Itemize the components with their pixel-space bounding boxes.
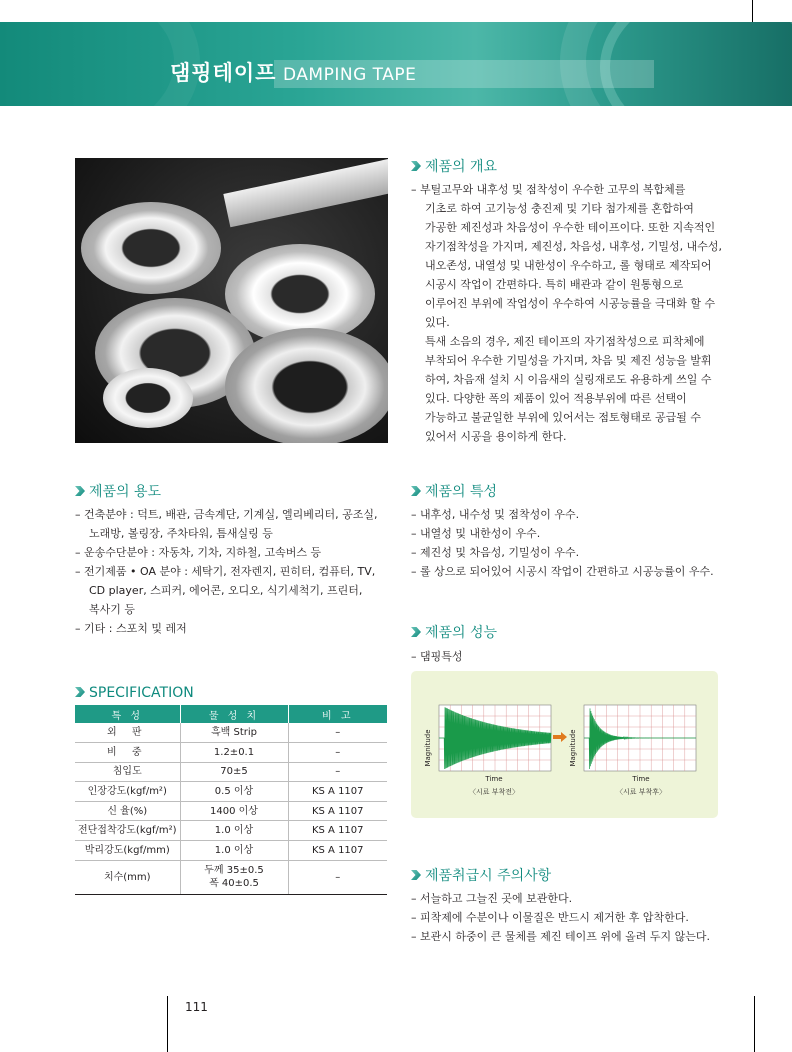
spec-cell-value: 0.5 이상 — [180, 782, 288, 802]
usage-line: – 기타 : 스포치 및 레저 — [75, 622, 187, 635]
section-arrow-icon — [411, 627, 421, 637]
spec-cell-property: 인장강도(kgf/m²) — [75, 782, 180, 802]
spec-row — [75, 801, 387, 821]
usage-line: – 건축분야 : 덕트, 배관, 금속계단, 기계실, 엘리베리터, 공조실, — [75, 508, 378, 521]
arrow-right-icon — [553, 732, 567, 742]
features-line: – 내후성, 내수성 및 점착성이 우수. — [411, 508, 580, 521]
overview-line: 자기점착성을 가지며, 제진성, 차음성, 내후성, 기밀성, 내수성, — [425, 240, 722, 253]
specification-heading: SPECIFICATION — [75, 684, 194, 702]
section-arrow-icon — [75, 687, 85, 697]
page-title-korean: 댐핑테이프 — [170, 61, 277, 85]
spec-cell-value: 1.0 이상 — [180, 841, 288, 861]
overview-line: 가공한 제진성과 차음성이 우수한 테이프이다. 또한 지속적인 — [425, 221, 716, 234]
spec-cell-property: 박리강도(kgf/mm) — [75, 841, 180, 861]
overview-line: 있다. 다양한 폭의 제품이 있어 적용부위에 따른 선택이 — [425, 392, 687, 405]
usage-line: 복사기 등 — [89, 603, 136, 616]
spec-header-cell: 비 고 — [288, 705, 387, 723]
spec-header-cell: 물 성 치 — [180, 705, 288, 723]
usage-heading: 제품의 용도 — [75, 483, 161, 501]
spec-dimension-width: 폭 40±0.5 — [209, 878, 259, 890]
spec-cell-property: 침입도 — [75, 762, 180, 782]
spec-row — [75, 762, 387, 782]
spec-header-cell: 특 성 — [75, 705, 180, 723]
section-arrow-icon — [411, 870, 421, 880]
graph-after-ylabel: Magnitude — [569, 729, 577, 767]
spec-row-dimensions — [75, 860, 387, 894]
graph-before-xlabel: Time — [485, 775, 503, 783]
overview-line: 하여, 차음재 설치 시 이음새의 실링재로도 유용하게 쓰일 수 — [425, 373, 712, 386]
crop-mark-top-right — [752, 0, 753, 22]
spec-cell-note: KS A 1107 — [288, 821, 387, 841]
spec-cell-value: 1400 이상 — [180, 801, 288, 821]
caution-line: – 피착제에 수분이나 이물질은 반드시 제거한 후 압착한다. — [411, 911, 689, 924]
overview-line: 있다. — [425, 316, 450, 329]
section-arrow-icon — [411, 161, 421, 171]
caution-text — [411, 889, 741, 946]
caution-line: – 서늘하고 그늘진 곳에 보관한다. — [411, 892, 573, 905]
spec-cell-note: KS A 1107 — [288, 841, 387, 861]
spec-cell-note: – — [288, 762, 387, 782]
graph-after-xlabel: Time — [632, 775, 650, 783]
spec-header-row — [75, 705, 387, 723]
spec-cell-note: – — [288, 860, 387, 894]
features-line: – 롤 상으로 되어있어 시공시 작업이 간편하고 시공능률이 우수. — [411, 565, 714, 578]
usage-line: – 운송수단분야 : 자동차, 기차, 지하철, 고속버스 등 — [75, 546, 322, 559]
caution-line: – 보관시 하중이 큰 물체를 제진 테이프 위에 올려 두지 않는다. — [411, 930, 710, 943]
spec-cell-note: KS A 1107 — [288, 801, 387, 821]
usage-line: – 전기제품 • OA 분야 : 세탁기, 전자렌지, 핀히터, 컴퓨터, TV, — [75, 565, 376, 578]
spec-cell-note: – — [288, 743, 387, 763]
performance-item: – 댐핑특성 — [411, 650, 463, 663]
usage-text — [75, 505, 390, 638]
damping-graphs-svg — [411, 671, 718, 818]
spec-cell-value: 70±5 — [180, 762, 288, 782]
specification-table — [75, 705, 387, 895]
spec-cell-property: 치수(mm) — [75, 860, 180, 894]
section-arrow-icon — [75, 486, 85, 496]
page-title-english: DAMPING TAPE — [283, 65, 417, 85]
spec-cell-property: 전단접착강도(kgf/m²) — [75, 821, 180, 841]
spec-cell-value: 1.0 이상 — [180, 821, 288, 841]
spec-cell-property: 비 중 — [75, 743, 180, 763]
overview-text — [411, 180, 721, 446]
overview-line: 가능하고 불균일한 부위에 있어서는 점토형태로 공급될 수 — [425, 411, 702, 424]
performance-heading: 제품의 성능 — [411, 624, 497, 642]
section-arrow-icon — [411, 486, 421, 496]
graph-before-ylabel: Magnitude — [424, 729, 432, 767]
damping-graph-panel — [411, 671, 718, 818]
spec-row — [75, 841, 387, 861]
overview-line: 시공시 작업이 간편하다. 특히 배관과 같이 원통형으로 — [425, 278, 684, 291]
crop-mark-bottom-left — [167, 996, 168, 1052]
spec-row — [75, 782, 387, 802]
spec-cell-value — [180, 860, 288, 894]
spec-row — [75, 723, 387, 743]
graph-before-caption: 〈시료 부착전〉 — [468, 788, 520, 796]
overview-line: – 부틸고무와 내후성 및 점착성이 우수한 고무의 복합체를 — [411, 183, 686, 196]
spec-cell-note: – — [288, 723, 387, 743]
spec-cell-value: 흑백 Strip — [180, 723, 288, 743]
overview-line: 이루어진 부위에 작업성이 우수하여 시공능률을 극대화 할 수 — [425, 297, 716, 310]
crop-mark-bottom-right — [754, 996, 755, 1052]
spec-row — [75, 743, 387, 763]
spec-cell-property: 신 율(%) — [75, 801, 180, 821]
features-text — [411, 505, 731, 581]
spec-cell-value: 1.2±0.1 — [180, 743, 288, 763]
overview-heading: 제품의 개요 — [411, 158, 497, 176]
spec-row — [75, 821, 387, 841]
features-line: – 제진성 및 차음성, 기밀성이 우수. — [411, 546, 580, 559]
spec-dimension-thickness: 두께 35±0.5 — [204, 865, 264, 877]
graph-after-caption: 〈시료 부착후〉 — [615, 788, 667, 796]
header-banner — [0, 22, 792, 106]
product-photo — [75, 158, 388, 443]
overview-line: 내오존성, 내열성 및 내한성이 우수하고, 롤 형태로 제작되어 — [425, 259, 712, 272]
usage-line: 노래방, 볼링장, 주차타워, 틈새실링 등 — [89, 527, 273, 540]
caution-heading: 제품취급시 주의사항 — [411, 867, 551, 885]
spec-cell-property: 외 판 — [75, 723, 180, 743]
overview-line: 부착되어 우수한 기밀성을 가지며, 차음 및 제진 성능을 발휘 — [425, 354, 712, 367]
usage-line: CD player, 스피커, 에어콘, 오디오, 식기세척기, 프린터, — [89, 584, 363, 597]
overview-line: 특새 소음의 경우, 제진 테이프의 자기점착성으로 피착체에 — [425, 335, 705, 348]
features-line: – 내열성 및 내한성이 우수. — [411, 527, 541, 540]
overview-line: 기초로 하여 고기능성 충진제 및 기타 첨가제를 혼합하여 — [425, 202, 694, 215]
overview-line: 있어서 시공을 용이하게 한다. — [425, 430, 567, 443]
spec-cell-note: KS A 1107 — [288, 782, 387, 802]
page-number: 111 — [185, 1000, 208, 1014]
features-heading: 제품의 특성 — [411, 483, 497, 501]
